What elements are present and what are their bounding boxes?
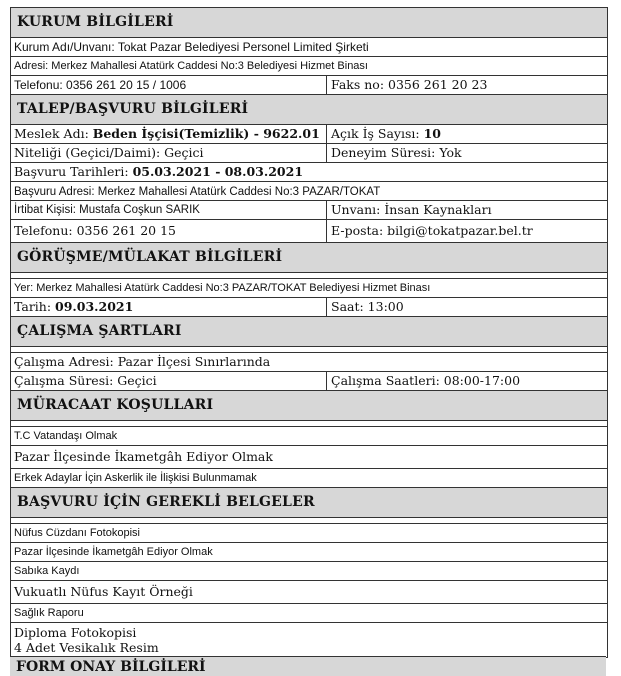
basvuru-tarihleri <box>11 163 607 181</box>
kurum-adres-row <box>11 57 607 76</box>
gorusme-tarih <box>11 298 326 316</box>
kurum-faks: Faks no: 0356 261 20 23 <box>326 76 607 94</box>
belge-item-text: Sağlık Raporu <box>14 607 84 619</box>
basvuru-tarih-label: Başvuru Tarihleri: <box>14 164 133 179</box>
belge-item <box>11 604 607 623</box>
irtibat-row <box>11 201 607 220</box>
meslek-row <box>11 125 607 144</box>
section-header-gorusme: GÖRÜŞME/MÜLAKAT BİLGİLERİ <box>11 243 607 273</box>
job-posting-form <box>10 7 608 658</box>
muracaat-item-text: T.C Vatandaşı Olmak <box>14 430 118 442</box>
basvuru-tarih-row <box>11 163 607 182</box>
section-header-muracaat: MÜRACAAT KOŞULLARI <box>11 391 607 421</box>
belge-item-text: Sabıka Kaydı <box>14 565 80 577</box>
basvuru-adresi <box>11 182 607 200</box>
telefon-eposta-row <box>11 220 607 243</box>
kurum-telefon-row <box>11 76 607 95</box>
calisma-sure-row <box>11 372 607 391</box>
muracaat-item <box>11 469 607 488</box>
belge-item-text: Nüfus Cüzdanı Fotokopisi <box>14 527 140 539</box>
unvani: Unvanı: İnsan Kaynakları <box>326 201 607 219</box>
basvuru-tarih-value: 05.03.2021 - 08.03.2021 <box>132 164 304 179</box>
meslek-label: Meslek Adı: <box>14 126 93 141</box>
gorusme-yer: Yer: Merkez Mahallesi Atatürk Caddesi No:3 PAZAR/TOKAT Belediyesi Hizmet Binası <box>14 282 431 294</box>
kurum-adi: Kurum Adı/Unvanı: Tokat Pazar Belediyesi Personel Limited Şirketi <box>14 40 369 54</box>
section-header-kurum: KURUM BİLGİLERİ <box>11 8 607 38</box>
belge-item <box>11 581 607 604</box>
nitelik-row <box>11 144 607 163</box>
talep-telefon: Telefonu: 0356 261 20 15 <box>14 223 176 238</box>
acik-is-sayisi <box>326 125 607 143</box>
section-header-talep: TALEP/BAŞVURU BİLGİLERİ <box>11 95 607 125</box>
kurum-telefon: Telefonu: 0356 261 20 15 / 1006 <box>14 78 187 92</box>
belge-item <box>11 523 607 543</box>
gorusme-tarih-label: Tarih: <box>14 299 56 314</box>
belge-item <box>11 562 607 581</box>
belge-item-text: Vukuatlı Nüfus Kayıt Örneği <box>14 584 193 599</box>
belge-item-text: Diploma Fotokopisi <box>14 625 137 640</box>
muracaat-item <box>11 426 607 446</box>
gorusme-tarih-value: 09.03.2021 <box>55 299 134 314</box>
calisma-adresi: Çalışma Adresi: Pazar İlçesi Sınırlarında <box>14 354 271 369</box>
gorusme-tarih-row <box>11 298 607 317</box>
acik-is-value: 10 <box>423 126 441 141</box>
kurum-adres: Adresi: Merkez Mahallesi Atatürk Caddesi No:3 Belediyesi Hizmet Binası <box>14 60 368 72</box>
meslek-adi <box>11 125 326 143</box>
calisma-saatleri: Çalışma Saatleri: 08:00-17:00 <box>326 372 607 390</box>
basvuru-adres-text: Başvuru Adresi: Merkez Mahallesi Atatürk Caddesi No:3 PAZAR/TOKAT <box>14 186 381 198</box>
basvuru-adres-row <box>11 182 607 201</box>
deneyim-suresi: Deneyim Süresi: Yok <box>326 144 607 162</box>
muracaat-item-text: Pazar İlçesinde İkametgâh Ediyor Olmak <box>14 449 273 464</box>
calisma-adres-row <box>11 352 607 372</box>
eposta: E-posta: bilgi@tokatpazar.bel.tr <box>326 220 607 242</box>
acik-is-label: Açık İş Sayısı: <box>331 126 424 141</box>
gorusme-yer-row <box>11 278 607 298</box>
section-header-form-onay: FORM ONAY BİLGİLERİ <box>10 656 606 676</box>
belge-item-text: 4 Adet Vesikalık Resim <box>14 640 159 655</box>
muracaat-item-text: Erkek Adaylar İçin Askerlik ile İlişkisi Bulunmamak <box>14 472 257 484</box>
calisma-suresi: Çalışma Süresi: Geçici <box>14 373 157 388</box>
belge-item <box>11 543 607 562</box>
belge-item-text: Pazar İlçesinde İkametgâh Ediyor Olmak <box>14 546 213 558</box>
belge-item-multiline <box>11 623 607 658</box>
muracaat-item <box>11 446 607 469</box>
gorusme-saat: Saat: 13:00 <box>326 298 607 316</box>
niteligi: Niteliği (Geçici/Daimi): Geçici <box>14 145 204 160</box>
section-header-belgeler: BAŞVURU İÇİN GEREKLİ BELGELER <box>11 488 607 518</box>
irtibat-kisisi: İrtibat Kişisi: Mustafa Coşkun SARIK <box>14 204 200 216</box>
kurum-adi-row <box>11 38 607 57</box>
section-header-calisma: ÇALIŞMA ŞARTLARI <box>11 317 607 347</box>
meslek-value: Beden İşçisi(Temizlik) - 9622.01 <box>92 126 320 141</box>
